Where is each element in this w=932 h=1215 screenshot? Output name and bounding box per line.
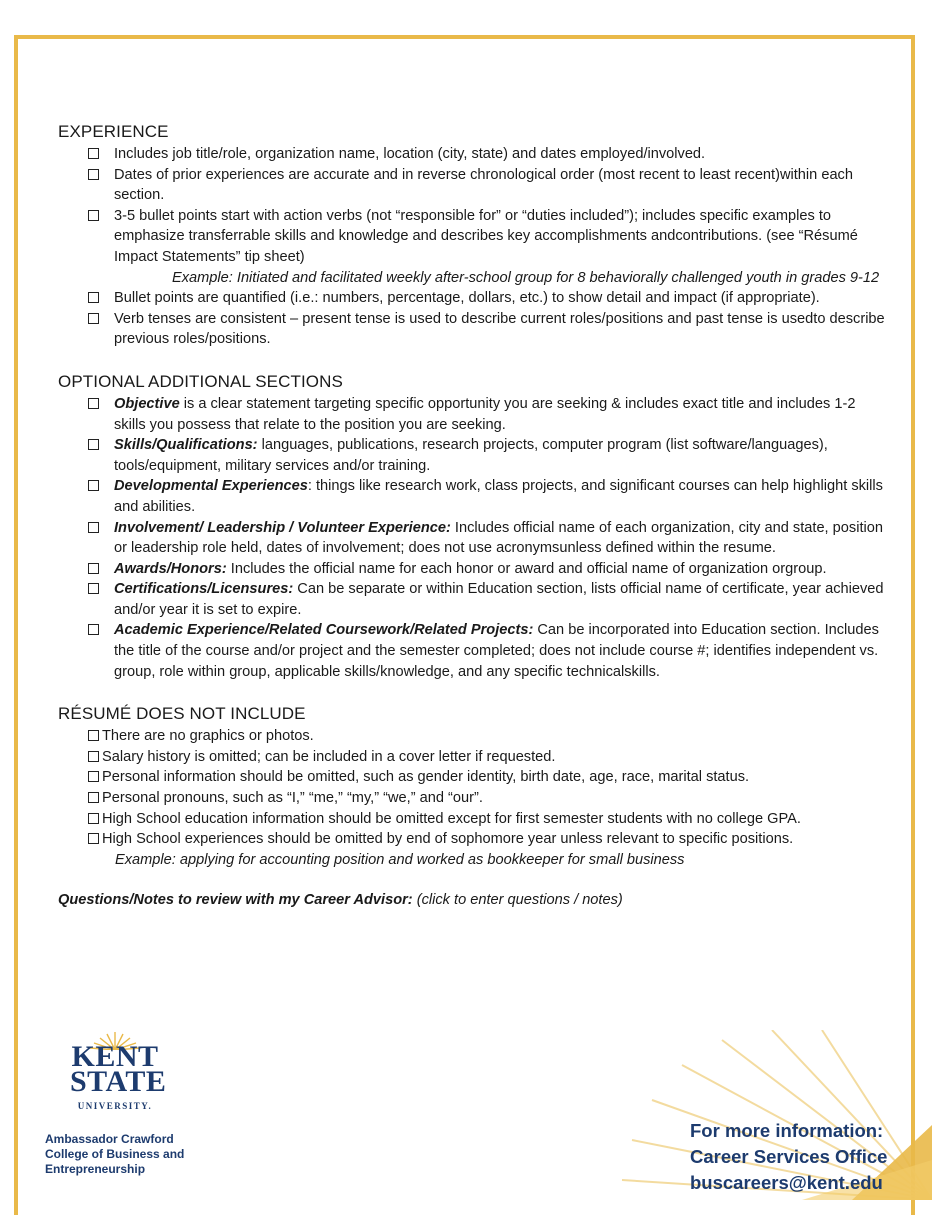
checkbox[interactable]	[88, 771, 99, 782]
checklist-item[interactable]: There are no graphics or photos.	[58, 726, 888, 747]
checkbox[interactable]	[88, 583, 99, 594]
checkbox[interactable]	[88, 813, 99, 824]
experience-section	[58, 121, 888, 350]
checkbox[interactable]	[88, 730, 99, 741]
checklist-item[interactable]: Bullet points are quantified (i.e.: numbers, percentage, dollars, etc.) to show detail and impact (if appropriate).	[58, 288, 888, 309]
checkbox[interactable]	[88, 148, 99, 159]
checkbox[interactable]	[88, 522, 99, 533]
checklist-item[interactable]: Developmental Experiences: things like research work, class projects, and significant courses can help highlight skills and abilities.	[58, 476, 888, 517]
checklist-item[interactable]: Salary history is omitted; can be included in a cover letter if requested.	[58, 747, 888, 768]
checklist-item[interactable]: Academic Experience/Related Coursework/Related Projects: Can be incorporated into Education section. Includes the title of the course and/or project and the semester completed; does not include course #; identifies independent vs. group, role within group, applicable skills/knowledge, and any specific technicalskills.	[58, 620, 888, 682]
checklist-item[interactable]: Verb tenses are consistent – present tense is used to describe current roles/positions and past tense is usedto describe previous roles/positions.	[58, 309, 888, 350]
checkbox[interactable]	[88, 210, 99, 221]
checkbox[interactable]	[88, 313, 99, 324]
contact-info: For more information: Career Services Office buscareers@kent.edu	[690, 1118, 887, 1196]
checkbox[interactable]	[88, 480, 99, 491]
checkbox[interactable]	[88, 292, 99, 303]
checklist-item[interactable]: Involvement/ Leadership / Volunteer Experience: Includes official name of each organization, city and state, position or leadership role held, dates of involvement; does not use acronymsunless defined within the resume.	[58, 518, 888, 559]
checkbox[interactable]	[88, 439, 99, 450]
checklist-item[interactable]: High School experiences should be omitted by end of sophomore year unless relevant to specific positions.	[58, 829, 888, 850]
checklist-item[interactable]: Awards/Honors: Includes the official name for each honor or award and official name of organization orgroup.	[58, 559, 888, 580]
checkbox[interactable]	[88, 833, 99, 844]
college-name: Ambassador Crawford College of Business and Entrepreneurship	[45, 1132, 185, 1176]
optional-section	[58, 371, 888, 682]
checkbox[interactable]	[88, 624, 99, 635]
checklist-item[interactable]: 3-5 bullet points start with action verbs (not “responsible for” or “duties included”); includes specific examples to emphasize transferrable skills and knowledge and describes key accomplishments andcontributions. (see “Résumé Impact Statements” tip sheet)	[58, 206, 888, 268]
checklist-item[interactable]: Includes job title/role, organization name, location (city, state) and dates employed/involved.	[58, 144, 888, 165]
checklist-content	[58, 121, 888, 911]
experience-example: Example: Initiated and facilitated weekly after-school group for 8 behaviorally challenged youth in grades 9-12	[172, 269, 880, 286]
checklist-item[interactable]: Dates of prior experiences are accurate and in reverse chronological order (most recent to least recent)within each section.	[58, 165, 888, 206]
checklist-item[interactable]: Personal pronouns, such as “I,” “me,” “my,” “we,” and “our”.	[58, 788, 888, 809]
checkbox[interactable]	[88, 563, 99, 574]
section-title-optional: OPTIONAL ADDITIONAL SECTIONS	[58, 371, 343, 391]
kent-state-logo: KENT STATE	[70, 1040, 167, 1098]
section-title-not-include: RÉSUMÉ DOES NOT INCLUDE	[58, 704, 306, 724]
checklist-item[interactable]: Skills/Qualifications: languages, publications, research projects, computer program (list software/languages), tools/equipment, military services and/or training.	[58, 435, 888, 476]
email-link[interactable]: buscareers@kent.edu	[690, 1172, 883, 1193]
questions-label: Questions/Notes to review with my Career Advisor:	[58, 892, 413, 909]
checkbox[interactable]	[88, 792, 99, 803]
not-include-section	[58, 703, 888, 870]
checkbox[interactable]	[88, 398, 99, 409]
checklist-item[interactable]: Objective is a clear statement targeting specific opportunity you are seeking & includes exact title and includes 1-2 skills you possess that relate to the position you are seeking.	[58, 394, 888, 435]
checklist-item[interactable]: Personal information should be omitted, such as gender identity, birth date, age, race, marital status.	[58, 767, 888, 788]
checkbox[interactable]	[88, 169, 99, 180]
checkbox[interactable]	[88, 751, 99, 762]
questions-notes	[58, 890, 888, 911]
checklist-item[interactable]: Certifications/Licensures: Can be separate or within Education section, lists official name of certificate, year achieved and/or year it is set to expire.	[58, 579, 888, 620]
not-include-example: Example: applying for accounting position and worked as bookkeeper for small business	[115, 851, 685, 868]
questions-input[interactable]: (click to enter questions / notes)	[412, 892, 623, 909]
section-title-experience: EXPERIENCE	[58, 122, 169, 141]
checklist-item[interactable]: High School education information should be omitted except for first semester students with no college GPA.	[58, 809, 888, 830]
university-wordmark: UNIVERSITY.	[77, 1101, 153, 1111]
